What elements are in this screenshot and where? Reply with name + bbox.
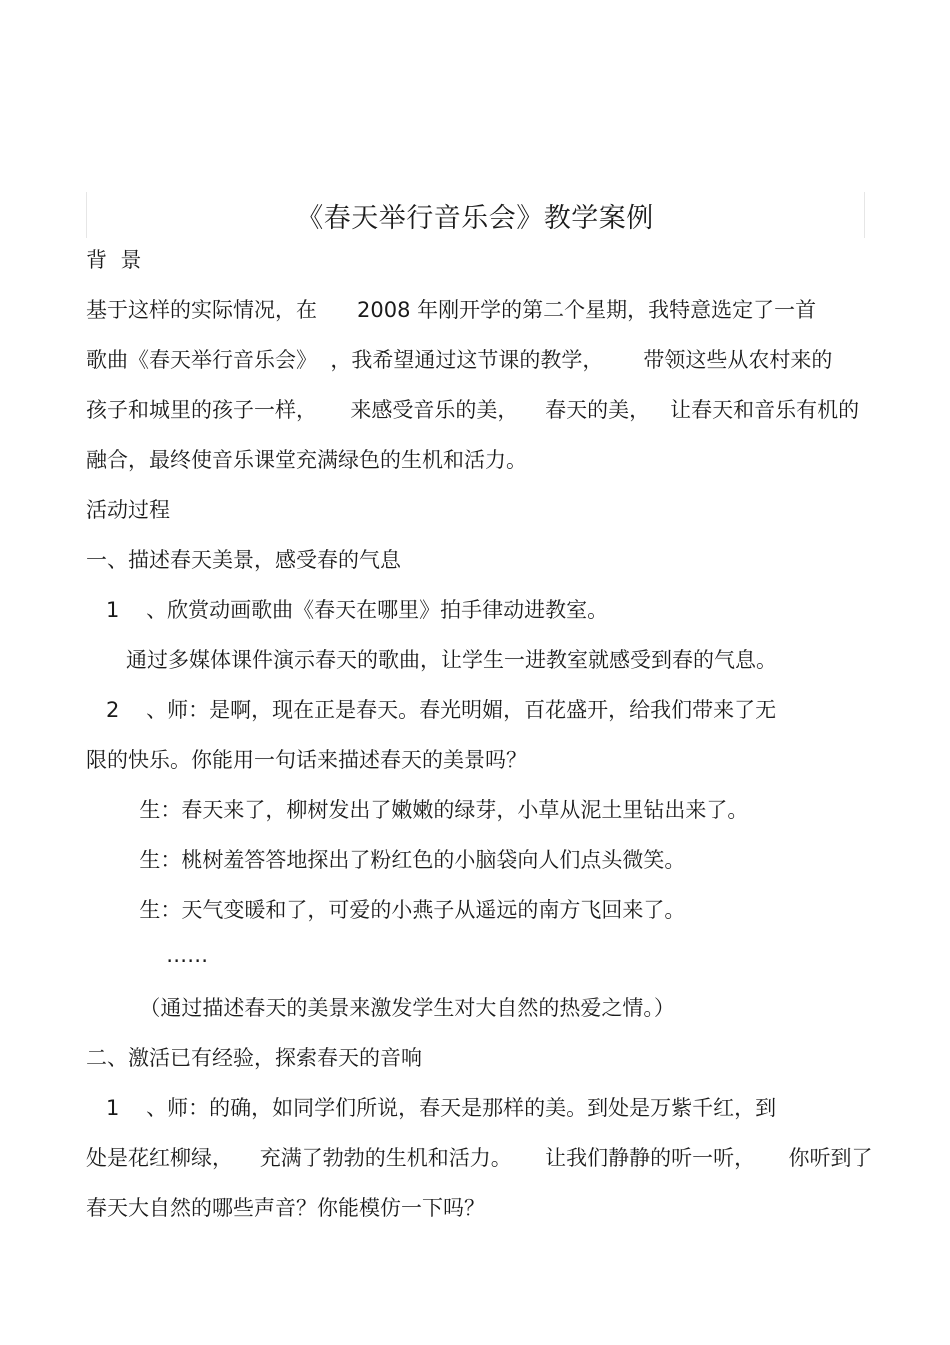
list-item: 1 、师：的确，如同学们所说，春天是那样的美。到处是万紫千红，到 bbox=[86, 1096, 777, 1120]
student-response: 生：春天来了，柳树发出了嫩嫩的绿芽，小草从泥土里钻出来了。 bbox=[86, 798, 749, 822]
paragraph-line: 限的快乐。你能用一句话来描述春天的美景吗？ bbox=[86, 748, 527, 772]
subsection-heading-1: 一、描述春天美景，感受春的气息 bbox=[86, 548, 401, 572]
paragraph-line: 处是花红柳绿， 充满了勃勃的生机和活力。 让我们静静的听一听， 你听到了 bbox=[86, 1146, 873, 1170]
paragraph-line: 基于这样的实际情况，在 2008 年刚开学的第二个星期，我特意选定了一首 bbox=[86, 298, 817, 322]
subsection-heading-2: 二、激活已有经验，探索春天的音响 bbox=[86, 1046, 422, 1070]
section-heading-background: 背 景 bbox=[86, 248, 142, 272]
paragraph-line: 孩子和城里的孩子一样， 来感受音乐的美， 春天的美， 让春天和音乐有机的 bbox=[86, 398, 860, 422]
paragraph-line: 通过多媒体课件演示春天的歌曲，让学生一进教室就感受到春的气息。 bbox=[86, 648, 778, 672]
student-response: 生：桃树羞答答地探出了粉红色的小脑袋向人们点头微笑。 bbox=[86, 848, 686, 872]
list-item: 2 、师：是啊，现在正是春天。春光明媚，百花盛开，给我们带来了无 bbox=[86, 698, 777, 722]
list-item: 1 、欣赏动画歌曲《春天在哪里》拍手律动进教室。 bbox=[86, 598, 609, 622]
section-heading-process: 活动过程 bbox=[86, 498, 170, 522]
student-response: 生：天气变暖和了，可爱的小燕子从遥远的南方飞回来了。 bbox=[86, 898, 686, 922]
paragraph-line: 融合，最终使音乐课堂充满绿色的生机和活力。 bbox=[86, 448, 527, 472]
paragraph-line: 歌曲《春天举行音乐会》 ，我希望通过这节课的教学， 带领这些从农村来的 bbox=[86, 348, 833, 372]
paragraph-line: 春天大自然的哪些声音？你能模仿一下吗？ bbox=[86, 1196, 485, 1220]
note-line: （通过描述春天的美景来激发学生对大自然的热爱之情。） bbox=[86, 996, 675, 1020]
document-title: 《春天举行音乐会》教学案例 bbox=[296, 203, 654, 234]
ellipsis: …… bbox=[86, 943, 209, 967]
